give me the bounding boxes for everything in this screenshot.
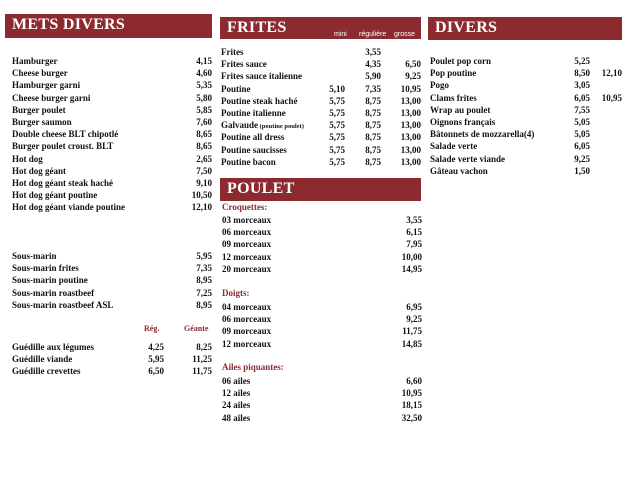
item-name: 06 ailes: [222, 376, 251, 386]
item-name: 04 morceaux: [222, 302, 272, 312]
item-price: 13,00: [400, 107, 421, 118]
item-price: 18,15: [401, 400, 422, 411]
item-price: 5,75: [329, 132, 345, 143]
menu-item: [12, 116, 212, 128]
menu-item: [12, 67, 212, 79]
item-price: 13,00: [400, 95, 421, 106]
item-price: 5,80: [196, 92, 212, 103]
menu-item: [222, 226, 422, 238]
menu-item: [222, 263, 422, 275]
item-price: 6,50: [148, 366, 164, 377]
item-price: 5,75: [329, 107, 345, 118]
item-price: 7,60: [196, 116, 212, 127]
item-price: 7,35: [196, 263, 212, 274]
item-price: 5,90: [365, 71, 381, 82]
mets-divers-banner: [5, 14, 212, 38]
item-name: Burger saumon: [12, 116, 72, 127]
item-name: Salade verte: [430, 141, 478, 152]
item-price: 7,50: [196, 165, 212, 176]
menu-item: [222, 338, 422, 350]
item-price: 5,75: [329, 156, 345, 167]
item-name: Hamburger garni: [12, 80, 81, 91]
item-name: Hot dog: [12, 153, 43, 164]
item-price: 9,25: [574, 153, 590, 164]
item-price: 3,05: [574, 80, 590, 91]
item-price: 5,05: [574, 116, 590, 127]
menu-item: [430, 153, 622, 165]
menu-item: [430, 140, 622, 152]
item-price: 8,75: [365, 132, 381, 143]
menu-item: [221, 131, 421, 143]
menu-item: [12, 104, 212, 116]
item-name: Hot dog géant steak haché: [12, 177, 113, 188]
menu-item: [12, 250, 212, 262]
item-name: 24 ailes: [222, 400, 251, 411]
divers-list: [430, 55, 622, 177]
item-price: 8,95: [196, 299, 212, 310]
item-price: 6,60: [406, 376, 422, 386]
item-name: Sous-marin roastbeef: [12, 287, 95, 298]
menu-item: [12, 140, 212, 152]
item-price: 4,60: [196, 68, 212, 79]
item-price: 10,00: [401, 251, 422, 262]
item-price: 8,95: [196, 275, 212, 286]
mets-group-guedilles: [12, 341, 212, 378]
menu-item: [221, 144, 421, 156]
item-name: Guédille aux légumes: [12, 342, 95, 352]
item-name: Poutine: [221, 83, 251, 94]
item-name: Sous-marin frites: [12, 263, 79, 274]
doigts-list: [222, 301, 422, 350]
item-price: 3,55: [365, 47, 381, 57]
divers-banner: [428, 17, 622, 40]
guedille-header-reg: Rég.: [144, 324, 160, 333]
item-price: 9,10: [196, 177, 212, 188]
size-reguliere-label: régulière: [359, 31, 387, 38]
item-name: Frites: [221, 47, 244, 57]
menu-item: [222, 238, 422, 250]
item-price: 8,75: [365, 107, 381, 118]
ailes-label: Ailes piquantes:: [222, 362, 284, 372]
menu-item: [222, 412, 422, 424]
mets-divers-title: METS DIVERS: [12, 16, 126, 33]
item-price: 7,25: [196, 287, 212, 298]
item-price: 7,55: [574, 104, 590, 115]
menu-item: [430, 55, 622, 67]
menu-item: [430, 165, 622, 177]
menu-item: [430, 79, 622, 91]
item-price: 5,10: [329, 83, 345, 94]
mets-group-burgers: [12, 55, 212, 213]
menu-item: [12, 177, 212, 189]
item-name: Double cheese BLT chipotlé: [12, 129, 119, 140]
menu-item: [430, 67, 622, 79]
item-name: 09 morceaux: [222, 239, 272, 250]
item-price: 12,10: [601, 68, 622, 79]
menu-item: [222, 325, 422, 337]
item-name: Pogo: [430, 80, 449, 91]
item-name: Cheese burger: [12, 68, 68, 79]
menu-item: [221, 58, 421, 70]
item-name: Poutine all dress: [221, 132, 285, 143]
item-price: 13,00: [400, 156, 421, 167]
size-grosse-label: grosse: [394, 31, 416, 38]
item-price: 1,50: [574, 165, 590, 176]
item-name: Sous-marin: [12, 251, 57, 261]
item-price: 11,75: [402, 326, 422, 337]
menu-item: [12, 299, 212, 311]
item-name: Wrap au poulet: [430, 104, 491, 115]
item-price: 5,95: [148, 354, 164, 365]
item-name: Oignons français: [430, 116, 496, 127]
doigts-label: Doigts:: [222, 288, 250, 298]
item-name: 06 morceaux: [222, 314, 272, 325]
item-name: Hot dog géant: [12, 165, 66, 176]
item-price: 10,95: [601, 92, 622, 103]
item-name: Frites sauce: [221, 59, 267, 70]
item-name: Clams frites: [430, 92, 477, 103]
item-price: 10,95: [401, 388, 422, 399]
menu-item: [430, 116, 622, 128]
menu-item: [12, 153, 212, 165]
poulet-title: POULET: [227, 180, 295, 197]
item-price: 5,35: [196, 80, 212, 91]
menu-item: [222, 375, 422, 387]
item-price: 7,95: [406, 239, 422, 250]
item-price: 8,75: [365, 95, 381, 106]
item-price: 8,65: [196, 129, 212, 140]
item-name: Guédille viande: [12, 354, 73, 365]
item-price: 9,25: [406, 314, 422, 325]
item-price: 7,35: [365, 83, 381, 94]
item-price: 8,65: [196, 141, 212, 152]
item-price: 10,95: [400, 83, 421, 94]
item-name: Sous-marin roastbeef ASL: [12, 299, 114, 310]
item-name: Bâtonnets de mozzarella(4): [430, 129, 535, 140]
item-price: 14,85: [401, 338, 422, 349]
item-price: 5,05: [574, 129, 590, 140]
item-name: 06 morceaux: [222, 227, 272, 238]
mets-group-sous-marins: [12, 250, 212, 311]
item-name: Gâteau vachon: [430, 165, 488, 176]
item-name: 20 morceaux: [222, 263, 272, 274]
item-name: Hamburger: [12, 56, 58, 66]
menu-item: [222, 301, 422, 313]
item-price: 5,75: [329, 144, 345, 155]
item-price: 12,10: [191, 202, 212, 213]
item-price: 10,50: [191, 190, 212, 201]
item-name: Burger poulet croust. BLT: [12, 141, 114, 152]
item-price: 6,15: [406, 227, 422, 238]
item-name: Frites sauce italienne: [221, 71, 302, 82]
item-price: 5,25: [574, 56, 590, 66]
item-price: 8,75: [365, 120, 381, 131]
item-name: Poutine steak haché: [221, 95, 298, 106]
menu-item: [222, 214, 422, 226]
item-price: 11,25: [192, 354, 212, 365]
menu-item: [12, 128, 212, 140]
frites-banner: [220, 17, 421, 39]
item-note: (poutine poulet): [258, 123, 304, 131]
item-price: 4,35: [365, 59, 381, 70]
menu-item: [430, 128, 622, 140]
item-name: Hot dog géant viande poutine: [12, 202, 126, 213]
item-name: Hot dog géant poutine: [12, 190, 98, 201]
menu-item: [12, 365, 212, 377]
item-price: 13,00: [400, 144, 421, 155]
item-price: 6,95: [406, 302, 422, 312]
menu-item: [221, 156, 421, 168]
croquettes-label: Croquettes:: [222, 202, 268, 212]
croquettes-list: [222, 214, 422, 275]
item-price: 4,25: [148, 342, 164, 352]
menu-item: [221, 46, 421, 58]
item-name: Poulet pop corn: [430, 56, 492, 66]
item-price: 4,15: [196, 56, 212, 66]
item-price: 5,95: [196, 251, 212, 261]
menu-item: [222, 399, 422, 411]
item-name: Guédille crevettes: [12, 366, 81, 377]
menu-item: [221, 83, 421, 95]
item-name: 09 morceaux: [222, 326, 272, 337]
menu-item: [12, 274, 212, 286]
menu-item: [12, 189, 212, 201]
divers-title: DIVERS: [435, 19, 498, 36]
item-price: 8,50: [574, 68, 590, 79]
item-name: Poutine saucisses: [221, 144, 287, 155]
menu-item: [12, 55, 212, 67]
item-name: Salade verte viande: [430, 153, 505, 164]
item-price: 3,55: [406, 215, 422, 225]
item-name: 03 morceaux: [222, 215, 272, 225]
item-price: 6,05: [574, 92, 590, 103]
item-price: 32,50: [401, 412, 422, 423]
menu-item: [222, 387, 422, 399]
menu-item: [12, 353, 212, 365]
item-name: 12 ailes: [222, 388, 251, 399]
item-price: 2,65: [196, 153, 212, 164]
menu-item: [430, 92, 622, 104]
item-price: 13,00: [400, 132, 421, 143]
menu-item: [12, 341, 212, 353]
item-name: Pop poutine: [430, 68, 477, 79]
menu-item: [221, 107, 421, 119]
item-price: 8,75: [365, 156, 381, 167]
menu-item: [221, 119, 421, 131]
frites-title: FRITES: [227, 19, 287, 36]
item-name: Sous-marin poutine: [12, 275, 88, 286]
menu-item: [12, 165, 212, 177]
item-price: 13,00: [400, 120, 421, 131]
item-price: 6,05: [574, 141, 590, 152]
item-price: 9,25: [405, 71, 421, 82]
item-price: 8,25: [196, 342, 212, 352]
item-price: 5,75: [329, 120, 345, 131]
item-price: 14,95: [401, 263, 422, 274]
item-price: 5,75: [329, 95, 345, 106]
item-name: 48 ailes: [222, 412, 251, 423]
menu-item: [12, 79, 212, 91]
item-name: Poutine bacon: [221, 156, 276, 167]
menu-item: [222, 251, 422, 263]
item-name: Poutine italienne: [221, 107, 286, 118]
item-price: 5,85: [196, 104, 212, 115]
menu-item: [12, 262, 212, 274]
menu-item: [12, 92, 212, 104]
item-price: 11,75: [192, 366, 212, 377]
menu-item: [221, 70, 421, 82]
item-name: 12 morceaux: [222, 251, 272, 262]
ailes-list: [222, 375, 422, 424]
item-price: 6,50: [405, 59, 421, 70]
frites-list: [221, 46, 421, 168]
poulet-banner: [220, 178, 421, 201]
item-name: Burger poulet: [12, 104, 66, 115]
item-name: Galvaude (poutine poulet): [221, 120, 304, 131]
menu-item: [430, 104, 622, 116]
menu-item: [12, 201, 212, 213]
menu-item: [12, 287, 212, 299]
item-name: 12 morceaux: [222, 338, 272, 349]
item-price: 8,75: [365, 144, 381, 155]
menu-item: [221, 95, 421, 107]
guedille-header-geante: Géante: [184, 324, 209, 333]
item-name: Cheese burger garni: [12, 92, 91, 103]
size-mini-label: mini: [334, 31, 347, 38]
menu-item: [222, 313, 422, 325]
